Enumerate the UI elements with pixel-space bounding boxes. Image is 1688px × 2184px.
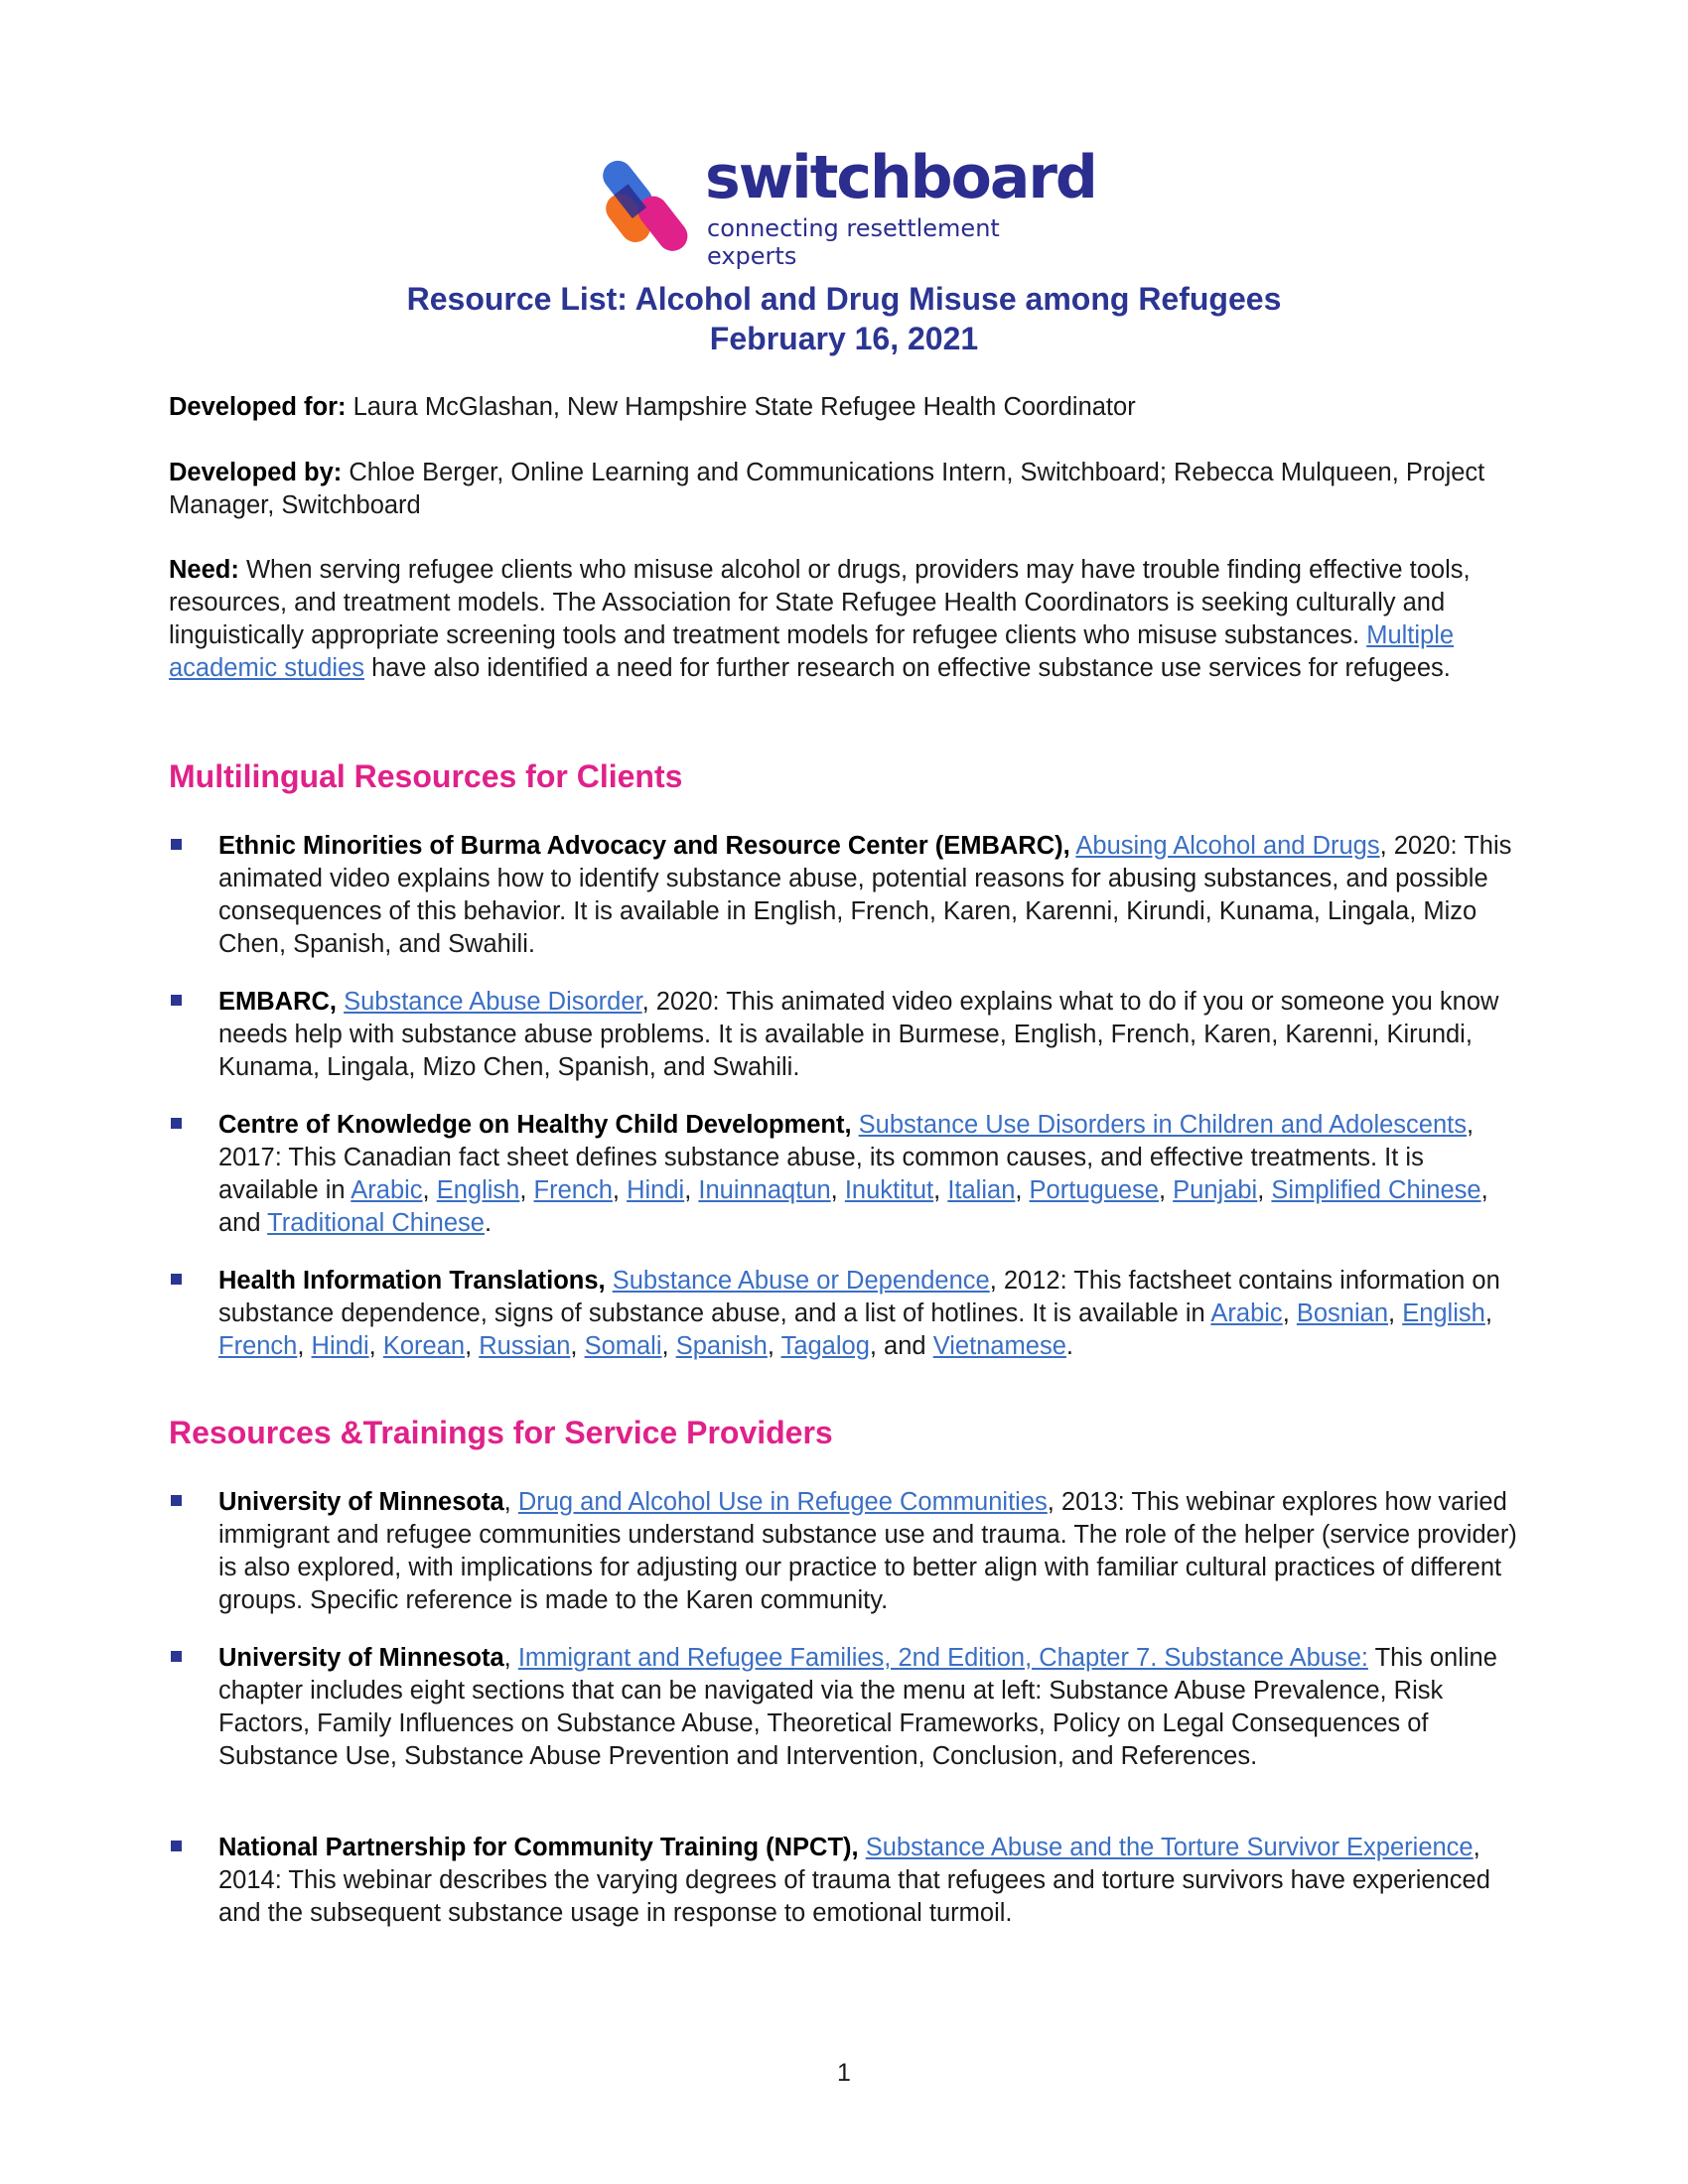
resource-description: This online chapter includes eight sections that can be navigated via the menu at left: Substance Abuse Prevalence, Risk Factors, Family Influences on Substance Abuse, Theoretical Frameworks, Policy on Legal Consequences of Substance Use, Substance Abuse Prevention and Intervention, Conclusion, and References. — [218, 1644, 1497, 1770]
list-item-text — [218, 986, 1529, 1084]
need-text: When serving refugee clients who misuse alcohol or drugs, providers may have trouble finding effective tools, resources, and treatment models. The Association for State Refugee Health Coordinators is seeking culturally and linguistically appropriate screening tools and treatment models for refugee clients who misuse substances. — [169, 556, 1471, 649]
need-text-end: have also identified a need for further research on effective substance use services for refugees. — [364, 654, 1451, 682]
language-link[interactable]: French — [533, 1176, 613, 1204]
language-link[interactable]: Arabic — [1210, 1299, 1283, 1327]
list-item-text — [218, 1832, 1529, 1930]
language-link[interactable]: Simplified Chinese — [1271, 1176, 1481, 1204]
language-link[interactable]: Hindi — [627, 1176, 685, 1204]
language-link[interactable]: Italian — [947, 1176, 1016, 1204]
list-item-text — [218, 830, 1529, 961]
resource-org: EMBARC, — [218, 988, 337, 1016]
language-link[interactable]: Somali — [584, 1332, 662, 1360]
logo-tagline: connecting resettlement experts — [707, 214, 1000, 270]
language-links: Arabic, Bosnian, English, French, Hindi, Korean, Russian, Somali, Spanish, Tagalog, and Vietnamese. — [218, 1299, 1492, 1360]
list-item-text: University of Minnesota, Immigrant and Refugee Families, 2nd Edition, Chapter 7. Substance Abuse: This online chapter includes eight sections that can be navigated via the menu at left: Substance Abuse Prevalence, Risk Factors, Family Influences on Substance Abuse, Theoretical Frameworks, Policy on Legal Consequences of Substance Use, Substance Abuse Prevention and Intervention, Conclusion, and References. — [218, 1644, 1497, 1770]
resource-org: Centre of Knowledge on Healthy Child Development, — [218, 1111, 852, 1139]
bullet-icon — [171, 839, 182, 850]
language-link[interactable]: Traditional Chinese — [267, 1209, 485, 1237]
list-item-text: University of Minnesota, Drug and Alcohol Use in Refugee Communities, 2013: This webinar explores how varied immigrant and refugee communities understand substance use and trauma. The role of the helper (service provider) is also explored, with implications for adjusting our practice to better align with familiar cultural practices of different groups. Specific reference is made to the Karen community. — [218, 1488, 1517, 1614]
resource-org: Ethnic Minorities of Burma Advocacy and Resource Center (EMBARC), — [218, 832, 1070, 860]
bullet-icon — [171, 1118, 182, 1129]
language-link[interactable]: English — [1402, 1299, 1485, 1327]
resource-link[interactable]: Substance Abuse Disorder — [344, 988, 642, 1016]
language-link[interactable]: Spanish — [675, 1332, 768, 1360]
developed-by-label: Developed by: — [169, 459, 343, 486]
language-link[interactable]: Punjabi — [1173, 1176, 1258, 1204]
logo-wordmark: switchboard — [705, 143, 1096, 212]
resource-link[interactable]: Abusing Alcohol and Drugs — [1075, 832, 1380, 860]
bullet-icon — [171, 1274, 182, 1285]
developed-by-paragraph — [169, 457, 1529, 522]
language-link[interactable]: Korean — [382, 1332, 466, 1360]
resource-link[interactable]: Immigrant and Refugee Families, 2nd Edition, Chapter 7. Substance Abuse: — [517, 1644, 1368, 1672]
bullet-icon — [171, 1651, 182, 1662]
document-title: Resource List: Alcohol and Drug Misuse among Refugees — [406, 281, 1282, 317]
language-links: Arabic, English, French, Hindi, Inuinnaqtun, Inuktitut, Italian, Portuguese, Punjabi, Simplified Chinese, and Traditional Chinese. — [218, 1176, 1488, 1237]
resource-description: , 2020: This animated video explains how to identify substance abuse, potential reasons for abusing substances, and possible consequences of this behavior. It is available in English, French, Karen, Karenni, Kirundi, Kunama, Lingala, Mizo Chen, Spanish, and Swahili. — [218, 832, 1512, 958]
section-heading-clients: Multilingual Resources for Clients — [169, 758, 683, 794]
language-link[interactable]: Hindi — [311, 1332, 369, 1360]
need-label: Need: — [169, 556, 239, 584]
language-link[interactable]: French — [218, 1332, 298, 1360]
resource-link[interactable]: Substance Abuse and the Torture Survivor Experience — [865, 1834, 1474, 1861]
resource-description: , 2014: This webinar describes the varying degrees of trauma that refugees and torture survivors have experienced and the subsequent substance usage in response to emotional turmoil. — [218, 1834, 1490, 1927]
language-link[interactable]: Tagalog — [780, 1332, 870, 1360]
section-heading-providers: Resources &Trainings for Service Providers — [169, 1415, 833, 1450]
document-date: February 16, 2021 — [709, 321, 979, 356]
developed-for-paragraph — [169, 391, 1529, 424]
resource-link[interactable]: Drug and Alcohol Use in Refugee Communities — [517, 1488, 1048, 1516]
need-paragraph — [169, 554, 1529, 685]
language-link[interactable]: Bosnian — [1296, 1299, 1389, 1327]
resource-org: Health Information Translations, — [218, 1267, 606, 1295]
resource-description: , 2017: This Canadian fact sheet defines substance abuse, its common causes, and effective treatments. It is available in — [218, 1111, 1475, 1204]
list-item-text — [218, 1109, 1529, 1240]
developed-for-text: Laura McGlashan, New Hampshire State Refugee Health Coordinator — [346, 393, 1136, 421]
switchboard-logo — [600, 143, 1096, 270]
resource-org: University of Minnesota — [218, 1644, 504, 1672]
resource-org: University of Minnesota — [218, 1488, 504, 1516]
resource-link[interactable]: Substance Use Disorders in Children and Adolescents — [858, 1111, 1467, 1139]
language-link[interactable]: English — [436, 1176, 520, 1204]
language-link[interactable]: Vietnamese — [932, 1332, 1066, 1360]
language-link[interactable]: Inuinnaqtun — [698, 1176, 831, 1204]
bullet-icon — [171, 995, 182, 1006]
language-link[interactable]: Arabic — [351, 1176, 423, 1204]
resource-org: National Partnership for Community Training (NPCT), — [218, 1834, 859, 1861]
language-link[interactable]: Inuktitut — [844, 1176, 934, 1204]
list-item-text — [218, 1265, 1529, 1363]
resource-description: , 2013: This webinar explores how varied immigrant and refugee communities understand substance use and trauma. The role of the helper (service provider) is also explored, with implications for adjusting our practice to better align with familiar cultural practices of different groups. Specific reference is made to the Karen community. — [218, 1488, 1517, 1614]
language-link[interactable]: Portuguese — [1029, 1176, 1159, 1204]
resource-link[interactable]: Substance Abuse or Dependence — [612, 1267, 990, 1295]
bullet-icon — [171, 1841, 182, 1851]
language-link[interactable]: Russian — [479, 1332, 571, 1360]
resource-description: , 2020: This animated video explains what to do if you or someone you know needs help with substance abuse problems. It is available in Burmese, English, French, Karen, Karenni, Kirundi, Kunama, Lingala, Mizo Chen, Spanish, and Swahili. — [218, 988, 1499, 1081]
page-number: 1 — [837, 2059, 851, 2087]
developed-for-label: Developed for: — [169, 393, 347, 421]
developed-by-text: Chloe Berger, Online Learning and Communications Intern, Switchboard; Rebecca Mulqueen, Project Manager, Switchboard — [169, 459, 1485, 519]
resource-description: , 2012: This factsheet contains information on substance dependence, signs of substance abuse, and a list of hotlines. It is available in — [218, 1267, 1500, 1327]
bullet-icon — [171, 1495, 182, 1506]
switchboard-logo-mark-icon — [600, 155, 689, 258]
academic-studies-link[interactable]: Multiple academic studies — [169, 621, 1455, 682]
